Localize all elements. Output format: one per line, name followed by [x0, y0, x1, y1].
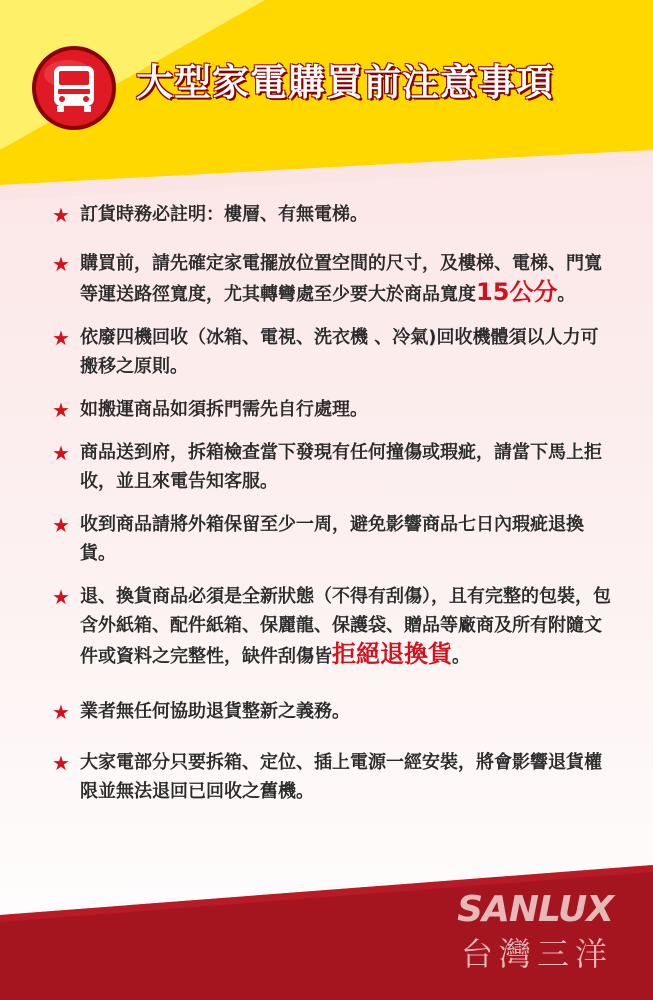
notice-item [52, 582, 612, 671]
star-icon: ★ [52, 585, 70, 609]
notice-item [52, 510, 612, 568]
bus-icon [30, 44, 118, 132]
notice-text: 購買前，請先確定家電擺放位置空間的尺寸，及樓梯、電梯、門寬等運送路徑寬度，尤其轉彎處至少要大於商品寬度 [80, 253, 602, 305]
notice-highlight: 拒絕退換貨 [332, 640, 452, 668]
notice-item [52, 249, 612, 309]
star-icon: ★ [52, 398, 70, 422]
notice-text: 商品送到府，拆箱檢查當下發現有任何撞傷或瑕疵，請當下馬上拒收，並且來電告知客服。 [80, 442, 602, 492]
star-icon: ★ [52, 751, 70, 775]
star-icon: ★ [52, 513, 70, 537]
star-icon: ★ [52, 203, 70, 227]
star-icon: ★ [52, 326, 70, 350]
brand-logo [457, 888, 613, 976]
page-title: 大型家電購買前注意事項 [136, 61, 554, 104]
brand-name-zh: 台灣三洋 [460, 935, 613, 973]
star-icon: ★ [52, 441, 70, 465]
notice-text: 依廢四機回收（冰箱、電視、洗衣機 、冷氣)回收機體須以人力可搬移之原則。 [80, 327, 599, 377]
notice-text: 收到商品請將外箱保留至少一周，避免影響商品七日內瑕疵退換貨。 [80, 514, 584, 564]
notice-item [52, 438, 612, 496]
star-icon: ★ [52, 700, 70, 724]
notice-item [52, 697, 612, 726]
notice-suffix: 。 [557, 284, 576, 305]
notice-text: 退、換貨商品必須是全新狀態（不得有刮傷），且有完整的包裝，包含外紙箱、配件紙箱、保麗龍、保護袋、贈品等廠商及所有附隨文件或資料之完整性，缺件刮傷皆 [80, 586, 611, 667]
notice-text: 大家電部分只要拆箱、定位、插上電源一經安裝，將會影響退貨權限並無法退回已回收之舊機。 [80, 752, 602, 802]
notice-list [52, 200, 612, 806]
notice-item [52, 748, 612, 806]
notice-text: 訂貨時務必註明：樓層、有無電梯。 [80, 204, 368, 225]
notice-highlight: 15公分 [476, 278, 558, 306]
notice-item [52, 200, 612, 229]
notice-item [52, 395, 612, 424]
brand-name-en: SANLUX [457, 889, 613, 930]
notice-text: 業者無任何協助退貨整新之義務。 [80, 701, 350, 722]
notice-text: 如搬運商品如須拆門需先自行處理。 [80, 399, 368, 420]
notice-suffix: 。 [452, 646, 470, 667]
notice-item [52, 323, 612, 381]
star-icon: ★ [52, 252, 70, 276]
